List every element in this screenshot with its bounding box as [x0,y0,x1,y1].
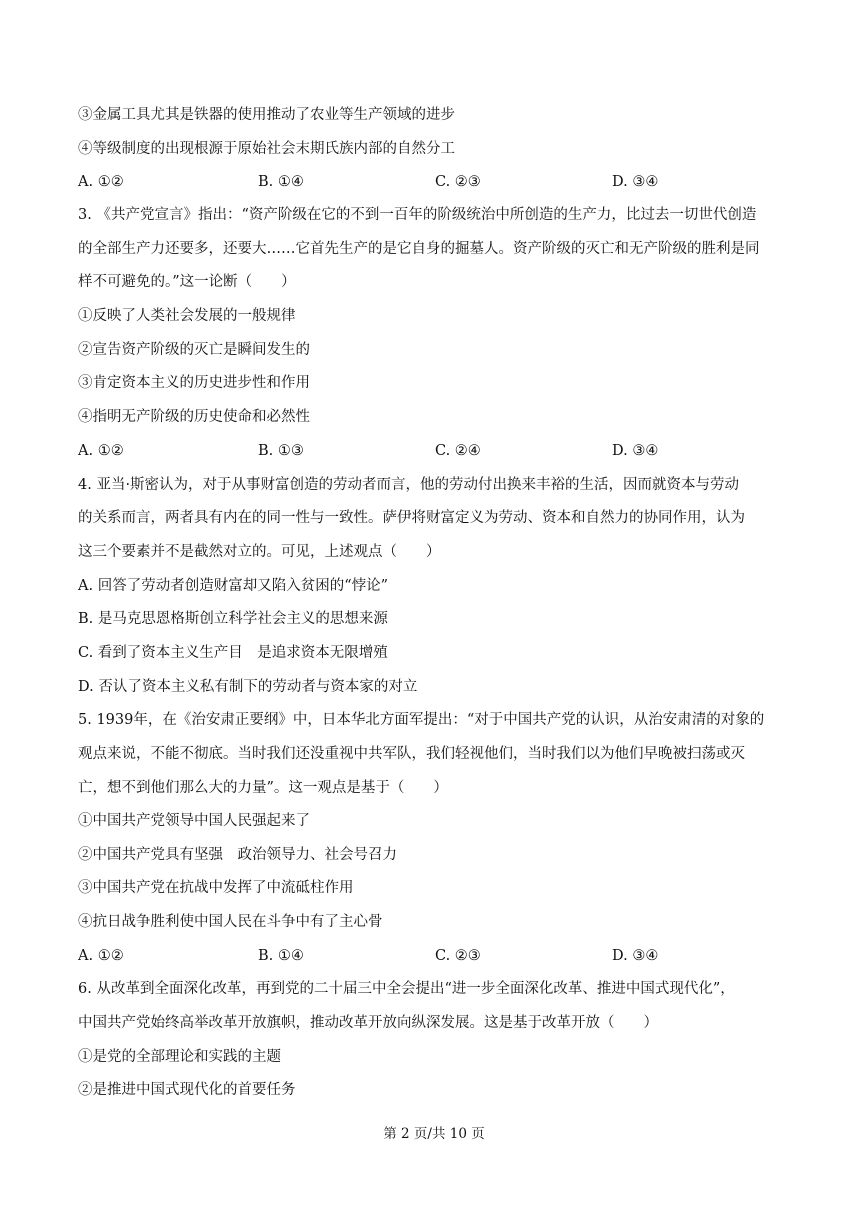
q4-option-b: B. 是马克思恩格斯创立科学社会主义的思想来源 [78,611,388,627]
q6-statement-2: ②是推进中国式现代化的首要任务 [78,1082,296,1098]
q2-option-d: D. ③④ [612,174,659,190]
q2-statement-4: ④等级制度的出现根源于原始社会末期氏族内部的自然分工 [78,141,455,157]
q3-stem-line-2: 的全部生产力还要多，还要大……它首先生产的是它自身的掘墓人。资产阶级的灭亡和无产阶级的胜利是同 [78,241,760,257]
q5-statement-4: ④抗日战争胜利使中国人民在斗争中有了主心骨 [78,914,383,930]
q5-option-a: A. ①② [78,948,124,964]
q5-option-d: D. ③④ [612,948,659,964]
q3-stem-line-3: 样不可避免的。”这一论断（ ） [78,274,296,290]
q3-statement-3: ③肯定资本主义的历史进步性和作用 [78,375,310,391]
q3-options [78,441,798,461]
q3-option-a: A. ①② [78,443,124,459]
q5-statement-2: ②中国共产党具有坚强 政治领导力、社会号召力 [78,847,397,863]
q4-stem-line-3: 这三个要素并不是截然对立的。可见，上述观点（ ） [78,544,441,560]
q3-option-d: D. ③④ [612,443,659,459]
q4-stem-line-1: 4. 亚当·斯密认为，对于从事财富创造的劳动者而言，他的劳动付出换来丰裕的生活，因而就资本与劳动 [78,477,740,493]
q5-option-b: B. ①④ [258,948,304,964]
q3-option-b: B. ①③ [258,443,304,459]
q2-statement-3: ③金属工具尤其是铁器的使用推动了农业等生产领域的进步 [78,107,455,123]
q2-option-a: A. ①② [78,174,124,190]
q3-stem-line-1: 3. 《共产党宣言》指出：“资产阶级在它的不到一百年的阶级统治中所创造的生产力，比过去一切世代创造 [78,207,757,223]
q6-statement-1: ①是党的全部理论和实践的主题 [78,1049,281,1065]
q2-option-c: C. ②③ [435,174,481,190]
q5-options [78,946,798,966]
q5-stem-line-1: 5. 1939年，在《治安肃正要纲》中，日本华北方面军提出：“对于中国共产党的认识，从治安肃清的对象的 [78,712,765,728]
q3-statement-2: ②宣告资产阶级的灭亡是瞬间发生的 [78,342,310,358]
q3-statement-4: ④指明无产阶级的历史使命和必然性 [78,409,310,425]
page-number-footer: 第 2 页/共 10 页 [383,1126,485,1142]
q5-stem-line-2: 观点来说，不能不彻底。当时我们还没重视中共军队，我们轻视他们，当时我们以为他们早晚被扫荡或灭 [78,746,745,762]
q3-option-c: C. ②④ [435,443,481,459]
q5-statement-1: ①中国共产党领导中国人民强起来了 [78,813,310,829]
q4-stem-line-2: 的关系而言，两者具有内在的同一性与一致性。萨伊将财富定义为劳动、资本和自然力的协同作用，认为 [78,510,745,526]
q6-stem-line-1: 6. 从改革到全面深化改革，再到党的二十届三中全会提出“进一步全面深化改革、推进中国式现代化”， [78,981,735,997]
q2-options [78,172,798,192]
q4-option-c: C. 看到了资本主义生产目 是追求资本无限增殖 [78,645,388,661]
q3-statement-1: ①反映了人类社会发展的一般规律 [78,308,296,324]
q4-option-d: D. 否认了资本主义私有制下的劳动者与资本家的对立 [78,679,418,695]
q5-statement-3: ③中国共产党在抗战中发挥了中流砥柱作用 [78,880,354,896]
q5-option-c: C. ②③ [435,948,481,964]
q2-option-b: B. ①④ [258,174,304,190]
q4-option-a: A. 回答了劳动者创造财富却又陷入贫困的“悖论” [78,578,389,594]
q6-stem-line-2: 中国共产党始终高举改革开放旗帜，推动改革开放向纵深发展。这是基于改革开放（ ） [78,1015,658,1031]
q5-stem-line-3: 亡，想不到他们那么大的力量”。这一观点是基于（ ） [78,780,448,796]
